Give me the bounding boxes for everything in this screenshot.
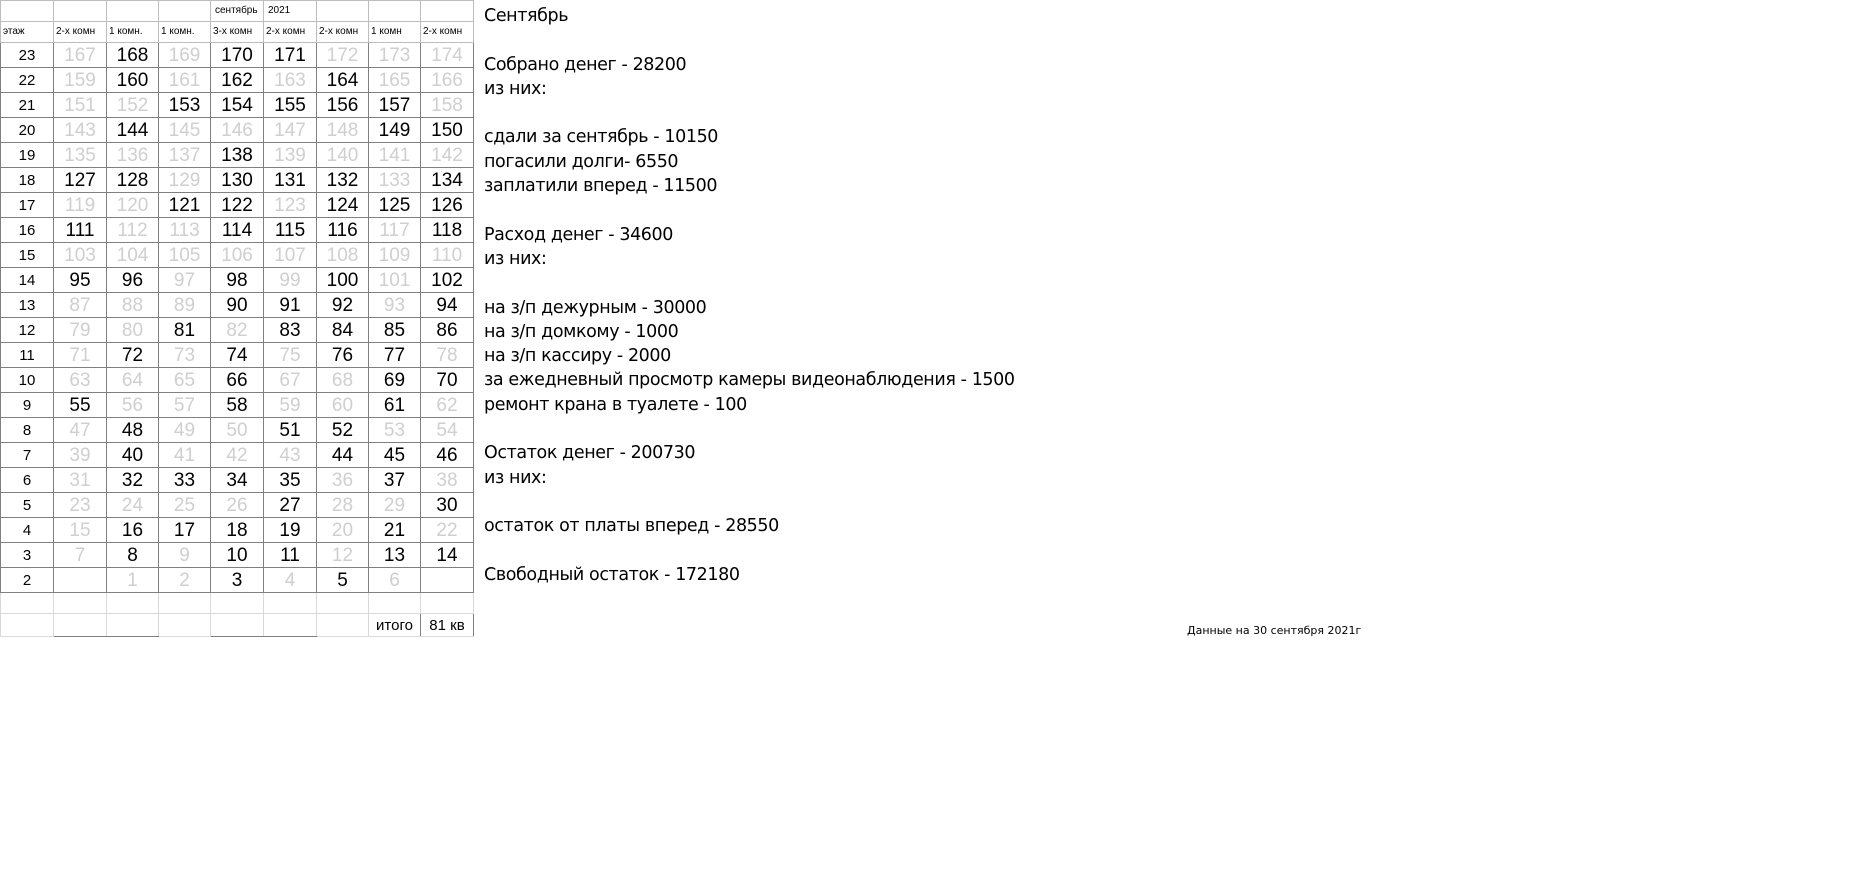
apartment-cell-unpaid[interactable]: 6 bbox=[369, 568, 421, 593]
apartment-cell-unpaid[interactable]: 133 bbox=[369, 168, 421, 193]
apartment-cell-paid[interactable]: 51 bbox=[264, 418, 317, 443]
floor-number-cell[interactable]: 14 bbox=[1, 268, 54, 293]
apartment-cell-unpaid[interactable]: 93 bbox=[369, 293, 421, 318]
apartment-cell-unpaid[interactable]: 65 bbox=[159, 368, 211, 393]
apartment-cell-unpaid[interactable]: 140 bbox=[317, 143, 369, 168]
apartment-cell-unpaid[interactable]: 57 bbox=[159, 393, 211, 418]
report-line: Собрано денег - 28200 bbox=[484, 54, 687, 75]
apartment-type-header[interactable]: 2-х комн bbox=[54, 22, 107, 43]
apartment-cell-unpaid[interactable]: 137 bbox=[159, 143, 211, 168]
apartment-cell-paid[interactable]: 72 bbox=[107, 343, 159, 368]
apartment-cell-unpaid[interactable]: 143 bbox=[54, 118, 107, 143]
apartment-cell-paid[interactable]: 66 bbox=[211, 368, 264, 393]
empty-cell[interactable] bbox=[107, 1, 159, 22]
report-line bbox=[484, 417, 1015, 441]
apartment-cell-paid[interactable]: 19 bbox=[264, 518, 317, 543]
total-row bbox=[1, 614, 474, 637]
floor-row bbox=[1, 393, 474, 418]
apartment-cell-paid[interactable]: 32 bbox=[107, 468, 159, 493]
apartment-cell-paid[interactable]: 74 bbox=[211, 343, 264, 368]
floor-number-cell[interactable]: 17 bbox=[1, 193, 54, 218]
total-label-cell[interactable]: итого bbox=[369, 614, 421, 637]
empty-cell[interactable] bbox=[54, 593, 107, 614]
apartment-cell-unpaid[interactable]: 161 bbox=[159, 68, 211, 93]
grid-body bbox=[1, 1, 474, 637]
floor-number-cell[interactable]: 16 bbox=[1, 218, 54, 243]
floor-number-cell[interactable]: 8 bbox=[1, 418, 54, 443]
apartment-cell-unpaid[interactable]: 104 bbox=[107, 243, 159, 268]
apartment-cell-unpaid[interactable]: 88 bbox=[107, 293, 159, 318]
empty-cell[interactable] bbox=[317, 614, 369, 637]
apartment-cell-unpaid[interactable]: 165 bbox=[369, 68, 421, 93]
apartment-cell-paid[interactable]: 58 bbox=[211, 393, 264, 418]
apartment-cell-paid[interactable]: 150 bbox=[421, 118, 474, 143]
apartment-cell-paid[interactable]: 40 bbox=[107, 443, 159, 468]
apartment-cell-unpaid[interactable]: 172 bbox=[317, 43, 369, 68]
empty-cell[interactable] bbox=[159, 1, 211, 22]
empty-cell[interactable] bbox=[159, 614, 211, 637]
apartment-cell-unpaid[interactable]: 82 bbox=[211, 318, 264, 343]
apartment-cell-unpaid[interactable]: 129 bbox=[159, 168, 211, 193]
report-line: остаток от платы вперед - 28550 bbox=[484, 516, 779, 537]
apartment-cell-paid[interactable]: 90 bbox=[211, 293, 264, 318]
apartment-cell-unpaid[interactable]: 99 bbox=[264, 268, 317, 293]
apartment-cell-paid[interactable]: 95 bbox=[54, 268, 107, 293]
apartment-cell-unpaid[interactable]: 109 bbox=[369, 243, 421, 268]
apartment-cell-unpaid[interactable]: 151 bbox=[54, 93, 107, 118]
apartment-cell-unpaid[interactable]: 79 bbox=[54, 318, 107, 343]
apartment-cell-paid[interactable]: 30 bbox=[421, 493, 474, 518]
apartment-cell-paid[interactable]: 121 bbox=[159, 193, 211, 218]
floor-number-cell[interactable]: 3 bbox=[1, 543, 54, 568]
apartment-cell-unpaid[interactable]: 110 bbox=[421, 243, 474, 268]
floor-row bbox=[1, 368, 474, 393]
apartment-cell-unpaid[interactable]: 25 bbox=[159, 493, 211, 518]
floor-number-cell[interactable]: 15 bbox=[1, 243, 54, 268]
apartment-cell-paid[interactable]: 3 bbox=[211, 568, 264, 593]
apartment-cell-paid[interactable]: 164 bbox=[317, 68, 369, 93]
apartment-cell-unpaid[interactable]: 112 bbox=[107, 218, 159, 243]
apartment-cell-paid[interactable]: 27 bbox=[264, 493, 317, 518]
apartment-type-header[interactable]: 1 комн bbox=[369, 22, 421, 43]
apartment-cell-paid[interactable]: 144 bbox=[107, 118, 159, 143]
apartment-cell-unpaid[interactable]: 42 bbox=[211, 443, 264, 468]
floor-number-cell[interactable]: 11 bbox=[1, 343, 54, 368]
apartment-cell-paid[interactable]: 100 bbox=[317, 268, 369, 293]
apartment-cell-unpaid[interactable]: 9 bbox=[159, 543, 211, 568]
apartment-cell-unpaid[interactable]: 24 bbox=[107, 493, 159, 518]
empty-cell[interactable] bbox=[421, 593, 474, 614]
apartment-cell-paid[interactable]: 122 bbox=[211, 193, 264, 218]
floor-number-cell[interactable]: 19 bbox=[1, 143, 54, 168]
report-line: на з/п дежурным - 30000 bbox=[484, 297, 707, 318]
apartment-cell-paid[interactable]: 115 bbox=[264, 218, 317, 243]
apartment-cell-paid[interactable]: 98 bbox=[211, 268, 264, 293]
floor-row bbox=[1, 168, 474, 193]
report-line: на з/п домкому - 1000 bbox=[484, 321, 679, 342]
report-line: из них: bbox=[484, 78, 547, 99]
apartment-cell-paid[interactable]: 8 bbox=[107, 543, 159, 568]
apartment-cell-unpaid[interactable]: 101 bbox=[369, 268, 421, 293]
floor-row bbox=[1, 318, 474, 343]
apartment-cell-unpaid[interactable]: 146 bbox=[211, 118, 264, 143]
apartment-cell-unpaid[interactable]: 36 bbox=[317, 468, 369, 493]
floor-row bbox=[1, 568, 474, 593]
empty-cell[interactable] bbox=[54, 614, 107, 637]
report-line bbox=[484, 198, 1015, 222]
apartment-cell-paid[interactable]: 84 bbox=[317, 318, 369, 343]
header-row-types bbox=[1, 22, 474, 43]
empty-cell[interactable] bbox=[159, 593, 211, 614]
floor-row bbox=[1, 518, 474, 543]
apartment-cell-unpaid[interactable]: 22 bbox=[421, 518, 474, 543]
header-row-period bbox=[1, 1, 474, 22]
floor-header-cell[interactable]: этаж bbox=[1, 22, 54, 43]
apartment-cell-unpaid[interactable]: 113 bbox=[159, 218, 211, 243]
apartment-cell-unpaid[interactable]: 4 bbox=[264, 568, 317, 593]
report-line: на з/п кассиру - 2000 bbox=[484, 346, 671, 367]
apartment-cell-unpaid[interactable]: 173 bbox=[369, 43, 421, 68]
apartment-cell-paid[interactable]: 21 bbox=[369, 518, 421, 543]
apartment-cell-paid[interactable]: 130 bbox=[211, 168, 264, 193]
apartment-cell-unpaid[interactable]: 54 bbox=[421, 418, 474, 443]
floor-row bbox=[1, 443, 474, 468]
report-line: ремонт крана в туалете - 100 bbox=[484, 394, 747, 415]
apartment-cell-unpaid[interactable]: 107 bbox=[264, 243, 317, 268]
floor-row bbox=[1, 43, 474, 68]
floor-row bbox=[1, 118, 474, 143]
header-month-cell[interactable]: сентябрь bbox=[211, 1, 264, 22]
apartment-cell-paid[interactable]: 69 bbox=[369, 368, 421, 393]
apartment-cell-unpaid[interactable]: 105 bbox=[159, 243, 211, 268]
apartment-cell-unpaid[interactable]: 29 bbox=[369, 493, 421, 518]
empty-cell[interactable] bbox=[1, 593, 54, 614]
apartment-cell-unpaid[interactable]: 50 bbox=[211, 418, 264, 443]
floor-row bbox=[1, 218, 474, 243]
report-line bbox=[484, 271, 1015, 295]
report-line: из них: bbox=[484, 467, 547, 488]
apartment-cell-unpaid[interactable]: 56 bbox=[107, 393, 159, 418]
apartment-cell-paid[interactable]: 125 bbox=[369, 193, 421, 218]
apartment-cell-unpaid[interactable]: 75 bbox=[264, 343, 317, 368]
apartment-cell-unpaid[interactable]: 62 bbox=[421, 393, 474, 418]
apartment-type-header[interactable]: 3-х комн bbox=[211, 22, 264, 43]
apartment-cell-paid[interactable]: 35 bbox=[264, 468, 317, 493]
apartment-cell-paid[interactable]: 34 bbox=[211, 468, 264, 493]
apartment-cell-paid[interactable]: 114 bbox=[211, 218, 264, 243]
floor-number-cell[interactable]: 10 bbox=[1, 368, 54, 393]
apartment-cell-paid[interactable]: 61 bbox=[369, 393, 421, 418]
floor-number-cell[interactable]: 22 bbox=[1, 68, 54, 93]
apartment-cell-unpaid[interactable]: 106 bbox=[211, 243, 264, 268]
apartment-cell-unpaid[interactable]: 117 bbox=[369, 218, 421, 243]
apartment-cell-paid[interactable]: 10 bbox=[211, 543, 264, 568]
floor-number-cell[interactable]: 13 bbox=[1, 293, 54, 318]
floor-number-cell[interactable]: 5 bbox=[1, 493, 54, 518]
report-line: Свободный остаток - 172180 bbox=[484, 564, 740, 585]
apartment-cell-unpaid[interactable]: 67 bbox=[264, 368, 317, 393]
apartment-cell-unpaid[interactable]: 139 bbox=[264, 143, 317, 168]
apartment-cell-paid[interactable]: 153 bbox=[159, 93, 211, 118]
apartment-cell-unpaid[interactable] bbox=[54, 568, 107, 593]
floor-number-cell[interactable]: 21 bbox=[1, 93, 54, 118]
floor-row bbox=[1, 93, 474, 118]
blank-row bbox=[1, 593, 474, 614]
floor-row bbox=[1, 543, 474, 568]
apartment-cell-unpaid[interactable]: 80 bbox=[107, 318, 159, 343]
report-line: сдали за сентябрь - 10150 bbox=[484, 127, 719, 148]
empty-cell[interactable] bbox=[107, 593, 159, 614]
apartment-cell-unpaid[interactable]: 64 bbox=[107, 368, 159, 393]
apartment-cell-paid[interactable]: 55 bbox=[54, 393, 107, 418]
apartment-cell-unpaid[interactable]: 119 bbox=[54, 193, 107, 218]
empty-cell[interactable] bbox=[369, 593, 421, 614]
apartment-type-header[interactable]: 1 комн. bbox=[107, 22, 159, 43]
apartment-cell-paid[interactable]: 16 bbox=[107, 518, 159, 543]
apartment-cell-paid[interactable]: 156 bbox=[317, 93, 369, 118]
apartment-cell-paid[interactable]: 44 bbox=[317, 443, 369, 468]
apartment-cell-unpaid[interactable]: 136 bbox=[107, 143, 159, 168]
apartment-cell-paid[interactable]: 76 bbox=[317, 343, 369, 368]
apartment-cell-unpaid[interactable]: 20 bbox=[317, 518, 369, 543]
floor-number-cell[interactable]: 2 bbox=[1, 568, 54, 593]
apartment-cell-paid[interactable]: 127 bbox=[54, 168, 107, 193]
apartment-cell-paid[interactable]: 160 bbox=[107, 68, 159, 93]
apartment-cell-unpaid[interactable]: 159 bbox=[54, 68, 107, 93]
floor-row bbox=[1, 193, 474, 218]
data-as-of-note: Данные на 30 сентября 2021г bbox=[1187, 624, 1362, 637]
floor-row bbox=[1, 418, 474, 443]
report-line bbox=[484, 490, 1015, 514]
apartment-cell-unpaid[interactable]: 28 bbox=[317, 493, 369, 518]
apartment-cell-unpaid[interactable]: 73 bbox=[159, 343, 211, 368]
apartment-cell-paid[interactable]: 171 bbox=[264, 43, 317, 68]
financial-report bbox=[484, 4, 1015, 587]
apartment-cell-unpaid[interactable]: 145 bbox=[159, 118, 211, 143]
header-year-cell[interactable]: 2021 bbox=[264, 1, 317, 22]
report-line: за ежедневный просмотр камеры видеонаблюдения - 1500 bbox=[484, 370, 1015, 391]
apartment-cell-unpaid[interactable]: 135 bbox=[54, 143, 107, 168]
empty-cell[interactable] bbox=[264, 593, 317, 614]
floor-number-cell[interactable]: 18 bbox=[1, 168, 54, 193]
apartment-cell-unpaid[interactable]: 1 bbox=[107, 568, 159, 593]
empty-cell[interactable] bbox=[54, 1, 107, 22]
apartment-cell-unpaid[interactable]: 71 bbox=[54, 343, 107, 368]
total-value-cell[interactable]: 81 кв bbox=[421, 614, 474, 637]
report-line: Расход денег - 34600 bbox=[484, 224, 674, 245]
apartment-cell-paid[interactable]: 138 bbox=[211, 143, 264, 168]
floor-number-cell[interactable]: 7 bbox=[1, 443, 54, 468]
apartment-payment-grid bbox=[0, 0, 474, 637]
apartment-cell-paid[interactable]: 126 bbox=[421, 193, 474, 218]
apartment-cell-unpaid[interactable]: 169 bbox=[159, 43, 211, 68]
apartment-cell-paid[interactable]: 52 bbox=[317, 418, 369, 443]
apartment-cell-unpaid[interactable]: 23 bbox=[54, 493, 107, 518]
floor-number-cell[interactable]: 6 bbox=[1, 468, 54, 493]
floor-row bbox=[1, 293, 474, 318]
apartment-cell-paid[interactable]: 132 bbox=[317, 168, 369, 193]
empty-cell[interactable] bbox=[211, 614, 264, 637]
apartment-cell-unpaid[interactable]: 38 bbox=[421, 468, 474, 493]
apartment-cell-paid[interactable]: 91 bbox=[264, 293, 317, 318]
apartment-cell-paid[interactable]: 45 bbox=[369, 443, 421, 468]
apartment-cell-paid[interactable]: 11 bbox=[264, 543, 317, 568]
apartment-cell-unpaid[interactable]: 89 bbox=[159, 293, 211, 318]
apartment-cell-paid[interactable]: 70 bbox=[421, 368, 474, 393]
apartment-cell-paid[interactable]: 18 bbox=[211, 518, 264, 543]
apartment-cell-unpaid[interactable]: 87 bbox=[54, 293, 107, 318]
empty-cell[interactable] bbox=[1, 614, 54, 637]
floor-row bbox=[1, 243, 474, 268]
floor-number-cell[interactable]: 12 bbox=[1, 318, 54, 343]
apartment-cell-paid[interactable]: 134 bbox=[421, 168, 474, 193]
apartment-cell-unpaid[interactable]: 15 bbox=[54, 518, 107, 543]
apartment-cell-paid[interactable]: 118 bbox=[421, 218, 474, 243]
apartment-cell-unpaid[interactable]: 53 bbox=[369, 418, 421, 443]
floor-number-cell[interactable]: 23 bbox=[1, 43, 54, 68]
apartment-type-header[interactable]: 2-х комн bbox=[317, 22, 369, 43]
apartment-cell-unpaid[interactable]: 152 bbox=[107, 93, 159, 118]
apartment-cell-paid[interactable]: 128 bbox=[107, 168, 159, 193]
apartment-cell-paid[interactable]: 116 bbox=[317, 218, 369, 243]
floor-row bbox=[1, 268, 474, 293]
floor-row bbox=[1, 468, 474, 493]
apartment-cell-paid[interactable]: 86 bbox=[421, 318, 474, 343]
apartment-cell-paid[interactable]: 131 bbox=[264, 168, 317, 193]
floor-row bbox=[1, 493, 474, 518]
apartment-cell-paid[interactable]: 13 bbox=[369, 543, 421, 568]
apartment-cell-unpaid[interactable]: 103 bbox=[54, 243, 107, 268]
apartment-cell-unpaid[interactable]: 63 bbox=[54, 368, 107, 393]
floor-row bbox=[1, 143, 474, 168]
empty-cell[interactable] bbox=[421, 1, 474, 22]
apartment-cell-unpaid[interactable]: 31 bbox=[54, 468, 107, 493]
floor-row bbox=[1, 343, 474, 368]
apartment-cell-unpaid[interactable]: 148 bbox=[317, 118, 369, 143]
apartment-cell-paid[interactable]: 37 bbox=[369, 468, 421, 493]
apartment-cell-paid[interactable]: 48 bbox=[107, 418, 159, 443]
floor-number-cell[interactable]: 9 bbox=[1, 393, 54, 418]
empty-cell[interactable] bbox=[264, 614, 317, 637]
apartment-cell-unpaid[interactable]: 158 bbox=[421, 93, 474, 118]
apartment-cell-unpaid[interactable]: 97 bbox=[159, 268, 211, 293]
apartment-cell-unpaid[interactable]: 39 bbox=[54, 443, 107, 468]
apartment-cell-paid[interactable]: 154 bbox=[211, 93, 264, 118]
apartment-cell-unpaid[interactable]: 49 bbox=[159, 418, 211, 443]
apartment-cell-unpaid[interactable]: 68 bbox=[317, 368, 369, 393]
apartment-type-header[interactable]: 2-х комн bbox=[421, 22, 474, 43]
apartment-cell-unpaid[interactable]: 174 bbox=[421, 43, 474, 68]
empty-cell[interactable] bbox=[369, 1, 421, 22]
apartment-cell-paid[interactable]: 102 bbox=[421, 268, 474, 293]
floor-number-cell[interactable]: 20 bbox=[1, 118, 54, 143]
apartment-cell-unpaid[interactable]: 167 bbox=[54, 43, 107, 68]
empty-cell[interactable] bbox=[1, 1, 54, 22]
apartment-cell-paid[interactable]: 77 bbox=[369, 343, 421, 368]
apartment-cell-paid[interactable]: 149 bbox=[369, 118, 421, 143]
apartment-cell-unpaid[interactable]: 123 bbox=[264, 193, 317, 218]
empty-cell[interactable] bbox=[317, 593, 369, 614]
apartment-cell-paid[interactable]: 155 bbox=[264, 93, 317, 118]
apartment-cell-paid[interactable]: 81 bbox=[159, 318, 211, 343]
apartment-cell-paid[interactable]: 124 bbox=[317, 193, 369, 218]
apartment-cell-paid[interactable]: 170 bbox=[211, 43, 264, 68]
apartment-cell-paid[interactable]: 5 bbox=[317, 568, 369, 593]
apartment-cell-paid[interactable]: 83 bbox=[264, 318, 317, 343]
apartment-cell-unpaid[interactable]: 47 bbox=[54, 418, 107, 443]
report-line: Остаток денег - 200730 bbox=[484, 443, 696, 464]
apartment-cell-unpaid[interactable]: 142 bbox=[421, 143, 474, 168]
report-line: из них: bbox=[484, 248, 547, 269]
report-line: погасили долги- 6550 bbox=[484, 151, 679, 172]
apartment-cell-unpaid[interactable]: 166 bbox=[421, 68, 474, 93]
apartment-cell-paid[interactable]: 111 bbox=[54, 218, 107, 243]
apartment-cell-paid[interactable]: 14 bbox=[421, 543, 474, 568]
apartment-cell-unpaid[interactable]: 78 bbox=[421, 343, 474, 368]
empty-cell[interactable] bbox=[211, 593, 264, 614]
apartment-cell-paid[interactable]: 157 bbox=[369, 93, 421, 118]
apartment-cell-unpaid[interactable]: 163 bbox=[264, 68, 317, 93]
apartment-cell-unpaid[interactable]: 120 bbox=[107, 193, 159, 218]
apartment-cell-unpaid[interactable] bbox=[421, 568, 474, 593]
apartment-cell-paid[interactable]: 85 bbox=[369, 318, 421, 343]
apartment-cell-unpaid[interactable]: 59 bbox=[264, 393, 317, 418]
apartment-cell-paid[interactable]: 168 bbox=[107, 43, 159, 68]
floor-number-cell[interactable]: 4 bbox=[1, 518, 54, 543]
apartment-cell-unpaid[interactable]: 60 bbox=[317, 393, 369, 418]
apartment-cell-paid[interactable]: 17 bbox=[159, 518, 211, 543]
apartment-cell-unpaid[interactable]: 41 bbox=[159, 443, 211, 468]
apartment-cell-unpaid[interactable]: 43 bbox=[264, 443, 317, 468]
apartment-cell-unpaid[interactable]: 141 bbox=[369, 143, 421, 168]
floor-row bbox=[1, 68, 474, 93]
apartment-cell-unpaid[interactable]: 12 bbox=[317, 543, 369, 568]
apartment-type-header[interactable]: 1 комн. bbox=[159, 22, 211, 43]
report-line bbox=[484, 101, 1015, 125]
report-line: заплатили вперед - 11500 bbox=[484, 176, 718, 197]
empty-cell[interactable] bbox=[317, 1, 369, 22]
apartment-cell-paid[interactable]: 94 bbox=[421, 293, 474, 318]
apartment-cell-paid[interactable]: 162 bbox=[211, 68, 264, 93]
report-line bbox=[484, 28, 1015, 52]
apartment-cell-unpaid[interactable]: 108 bbox=[317, 243, 369, 268]
report-line bbox=[484, 539, 1015, 563]
apartment-cell-paid[interactable]: 33 bbox=[159, 468, 211, 493]
apartment-type-header[interactable]: 2-х комн bbox=[264, 22, 317, 43]
apartment-cell-unpaid[interactable]: 147 bbox=[264, 118, 317, 143]
empty-cell[interactable] bbox=[107, 614, 159, 637]
apartment-cell-paid[interactable]: 92 bbox=[317, 293, 369, 318]
report-line: Сентябрь bbox=[484, 6, 569, 26]
apartment-cell-paid[interactable]: 46 bbox=[421, 443, 474, 468]
apartment-cell-unpaid[interactable]: 26 bbox=[211, 493, 264, 518]
apartment-cell-unpaid[interactable]: 7 bbox=[54, 543, 107, 568]
apartment-cell-paid[interactable]: 96 bbox=[107, 268, 159, 293]
apartment-cell-unpaid[interactable]: 2 bbox=[159, 568, 211, 593]
